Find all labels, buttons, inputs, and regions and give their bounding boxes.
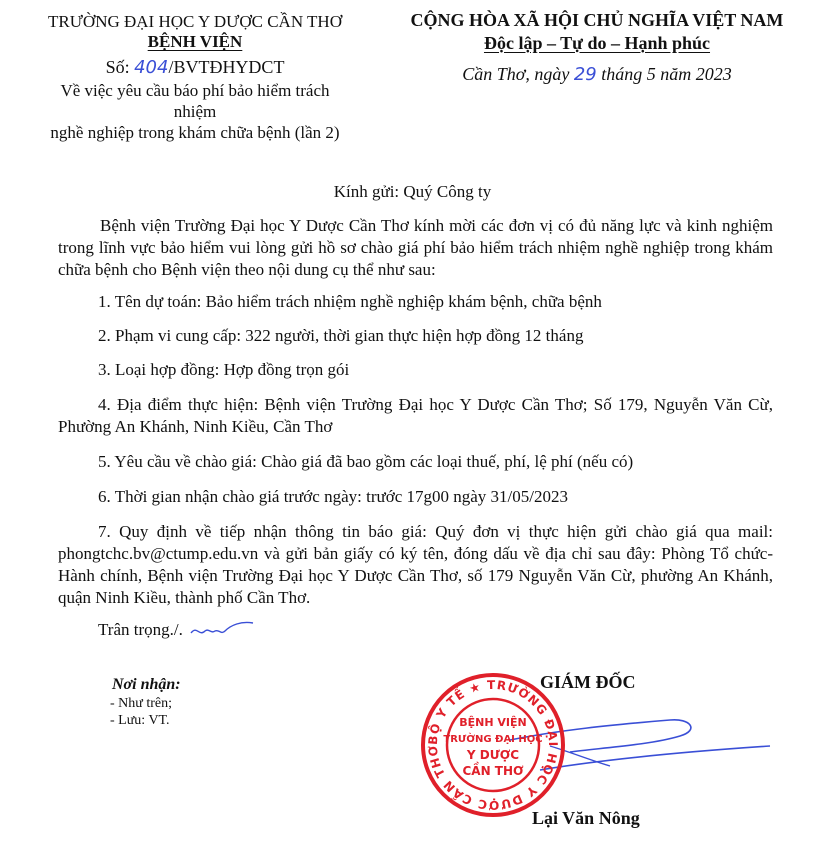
recipient-line: - Như trên;: [110, 696, 173, 711]
recipients-block: [112, 676, 181, 729]
subject-line-1: Về việc yêu cầu báo phí bảo hiểm trách nhiệm: [60, 81, 330, 121]
list-item: 6. Thời gian nhận chào giá trước ngày: trước 17g00 ngày 31/05/2023: [98, 487, 568, 506]
issuing-org: TRƯỜNG ĐẠI HỌC Y DƯỢC CẦN THƠ: [48, 12, 342, 31]
issuing-org-block: [40, 12, 350, 143]
date-suffix: tháng 5 năm 2023: [601, 64, 732, 84]
subject-line-2: nghề nghiệp trong khám chữa bệnh (lần 2): [50, 123, 340, 142]
national-motto: Độc lập – Tự do – Hạnh phúc: [483, 33, 711, 53]
document-number: [40, 57, 350, 78]
stamp-ring-text: BỘ Y TẾ ★ TRƯỜNG ĐẠI HỌC Y DƯỢC CẦN THƠ: [425, 677, 561, 813]
closing-text: Trân trọng./.: [98, 620, 183, 639]
list-item: 4. Địa điểm thực hiện: Bệnh viện Trường Đại học Y Dược Cần Thơ; Số 179, Nguyễn Văn Cừ, Phường An Khánh, Ninh Kiều, Cần Thơ: [58, 395, 773, 436]
intro-paragraph: Bệnh viện Trường Đại học Y Dược Cần Thơ kính mời các đơn vị có đủ năng lực và kinh nghiệm trong lĩnh vực bảo hiểm vui lòng gửi hồ sơ chào giá phí bảo hiểm trách nhiệm nghề nghiệp trong khám chữa bệnh cho Bệnh viện theo nội dung cụ thể như sau:: [58, 216, 773, 279]
list-item: 7. Quy định về tiếp nhận thông tin báo giá: Quý đơn vị thực hiện gửi chào giá qua mail: phongtchc.bv@ctump.edu.vn và gửi bản giấy có ký tên, đóng dấu về địa chỉ sau đây: Phòng Tổ chức-Hành chính, Bệnh viện Trường Đại học Y Dược Cần Thơ, số 179 Nguyễn Văn Cừ, phường An Khánh, quận Ninh Kiều, thành phố Cần Thơ.: [58, 522, 773, 607]
stamp-center-line: BỆNH VIỆN: [459, 716, 527, 729]
letter-body: [58, 215, 773, 640]
recipients-title: Nơi nhận:: [112, 676, 181, 693]
issuing-unit: BỆNH VIỆN: [147, 32, 243, 51]
date-day-handwritten: 29: [573, 64, 597, 85]
date-prefix: Cần Thơ, ngày: [462, 64, 570, 84]
number-prefix: Số:: [105, 57, 130, 77]
issue-date: [392, 64, 802, 85]
recipient-line: - Lưu: VT.: [110, 713, 170, 728]
initials-scribble: [187, 619, 257, 639]
list-item: 5. Yêu cầu về chào giá: Chào giá đã bao gồm các loại thuế, phí, lệ phí (nếu có): [98, 452, 634, 471]
list-item: 2. Phạm vi cung cấp: 322 người, thời gian thực hiện hợp đồng 12 tháng: [98, 326, 584, 345]
stamp-center-line: CẦN THƠ: [462, 764, 524, 778]
signer-name: Lại Văn Nông: [532, 808, 640, 828]
official-stamp: [418, 670, 568, 820]
number-handwritten: 404: [134, 57, 169, 78]
stamp-center-line: TRƯỜNG ĐẠI HỌC: [443, 734, 543, 745]
salutation: Kính gửi: Quý Công ty: [333, 182, 492, 201]
list-item: 3. Loại hợp đồng: Hợp đồng trọn gói: [98, 360, 350, 379]
number-suffix: /BVTĐHYDCT: [168, 57, 285, 77]
country-name: CỘNG HÒA XÃ HỘI CHỦ NGHĨA VIỆT NAM: [410, 10, 784, 30]
national-header-block: [392, 10, 802, 85]
closing: [98, 619, 773, 640]
list-item: 1. Tên dự toán: Bảo hiểm trách nhiệm nghề nghiệp khám bệnh, chữa bệnh: [98, 292, 602, 311]
signer-title: GIÁM ĐỐC: [540, 672, 636, 692]
stamp-center-line: Y DƯỢC: [466, 748, 520, 762]
